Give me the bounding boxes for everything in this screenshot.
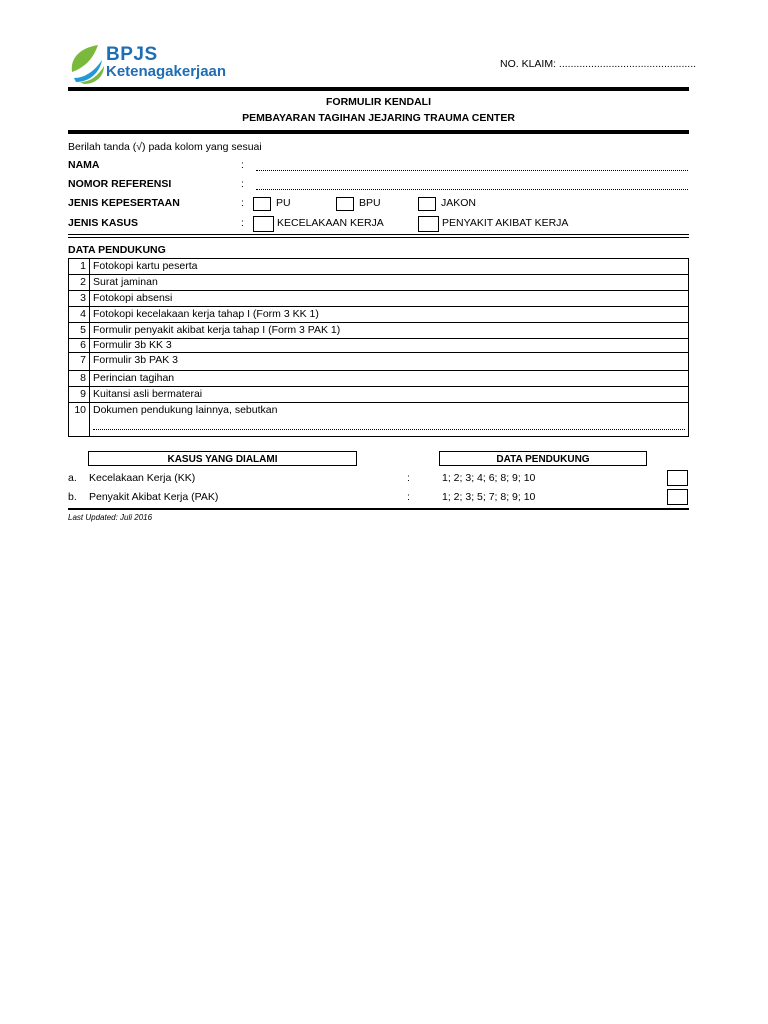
- data-pendukung-heading: DATA PENDUKUNG: [68, 244, 166, 256]
- checkbox-jakon[interactable]: [418, 197, 436, 211]
- summary-row-a-letter: a.: [68, 472, 77, 484]
- last-updated-note: Last Updated: Juli 2016: [68, 513, 153, 522]
- row-text: Dokumen pendukung lainnya, sebutkan: [93, 404, 278, 416]
- data-pendukung-table: [68, 258, 689, 437]
- row-text: Formulir 3b KK 3: [90, 339, 689, 353]
- table-row: [69, 371, 689, 387]
- table-row: [69, 259, 689, 275]
- option-jakon-label: JAKON: [441, 197, 477, 209]
- nama-label: NAMA: [68, 159, 100, 171]
- summary-row-b-colon: :: [407, 491, 410, 503]
- nomor-referensi-label: NOMOR REFERENSI: [68, 178, 172, 190]
- summary-row-a-kasus: Kecelakaan Kerja (KK): [89, 472, 196, 484]
- option-kecelakaan-kerja-label: KECELAKAAN KERJA: [277, 217, 384, 229]
- kasus-colon: :: [241, 217, 244, 229]
- row-number: 7: [69, 353, 90, 371]
- row-text: Formulir 3b PAK 3: [90, 353, 689, 371]
- table-row: [69, 291, 689, 307]
- row-number: 1: [69, 259, 90, 275]
- row-text: Kuitansi asli bermaterai: [90, 387, 689, 403]
- nomor-referensi-field[interactable]: [256, 188, 688, 190]
- checkbox-summary-kk[interactable]: [667, 470, 688, 486]
- row-number: 10: [69, 403, 90, 437]
- table-row: [69, 307, 689, 323]
- jenis-kepesertaan-label: JENIS KEPESERTAAN: [68, 197, 180, 209]
- row-number: 5: [69, 323, 90, 339]
- summary-row-a-colon: :: [407, 472, 410, 484]
- nama-colon: :: [241, 159, 244, 171]
- nama-field[interactable]: [256, 169, 688, 171]
- table-row: [69, 387, 689, 403]
- option-penyakit-akibat-kerja-label: PENYAKIT AKIBAT KERJA: [442, 217, 569, 229]
- bpjs-logo-icon: [68, 42, 108, 86]
- row-number: 9: [69, 387, 90, 403]
- row-text: Fotokopi absensi: [90, 291, 689, 307]
- section-divider: [68, 234, 689, 238]
- row-text: Fotokopi kecelakaan kerja tahap I (Form 3 KK 1): [90, 307, 689, 323]
- table-row: [69, 275, 689, 291]
- summary-row-a-data: 1; 2; 3; 4; 6; 8; 9; 10: [442, 472, 536, 484]
- kasus-yang-dialami-header: KASUS YANG DIALAMI: [88, 451, 357, 466]
- summary-row-b-letter: b.: [68, 491, 77, 503]
- option-pu-label: PU: [276, 197, 291, 209]
- row-text: Formulir penyakit akibat kerja tahap I (Form 3 PAK 1): [90, 323, 689, 339]
- row-number: 2: [69, 275, 90, 291]
- table-row: [69, 353, 689, 371]
- row-number: 6: [69, 339, 90, 353]
- form-title: FORMULIR KENDALI: [326, 96, 431, 108]
- checkbox-bpu[interactable]: [336, 197, 354, 211]
- form-subtitle: PEMBAYARAN TAGIHAN JEJARING TRAUMA CENTER: [242, 112, 515, 124]
- summary-row-b-kasus: Penyakit Akibat Kerja (PAK): [89, 491, 219, 503]
- row-text: Fotokopi kartu peserta: [90, 259, 689, 275]
- data-pendukung-header: DATA PENDUKUNG: [439, 451, 647, 466]
- row-text-cell: [90, 403, 689, 437]
- table-row: [69, 403, 689, 437]
- kepesertaan-colon: :: [241, 197, 244, 209]
- instruction-text: Berilah tanda (√) pada kolom yang sesuai: [68, 141, 262, 153]
- checkbox-pu[interactable]: [253, 197, 271, 211]
- option-bpu-label: BPU: [359, 197, 381, 209]
- claim-number-field[interactable]: NO. KLAIM: ...............................................: [500, 58, 697, 70]
- row-number: 3: [69, 291, 90, 307]
- brand-subname: Ketenagakerjaan: [106, 63, 227, 80]
- checkbox-kecelakaan-kerja[interactable]: [253, 216, 274, 232]
- table-row: [69, 339, 689, 353]
- title-rule: [68, 130, 689, 134]
- row-number: 8: [69, 371, 90, 387]
- bottom-rule: [68, 508, 689, 510]
- checkbox-summary-pak[interactable]: [667, 489, 688, 505]
- jenis-kasus-label: JENIS KASUS: [68, 217, 139, 229]
- nomor-colon: :: [241, 178, 244, 190]
- brand-name: BPJS: [106, 44, 158, 65]
- top-rule: [68, 87, 689, 91]
- summary-row-b-data: 1; 2; 3; 5; 7; 8; 9; 10: [442, 491, 536, 503]
- row-number: 4: [69, 307, 90, 323]
- row-text: Perincian tagihan: [90, 371, 689, 387]
- row-text: Surat jaminan: [90, 275, 689, 291]
- other-documents-field[interactable]: [93, 429, 685, 430]
- checkbox-penyakit-akibat-kerja[interactable]: [418, 216, 439, 232]
- table-row: [69, 323, 689, 339]
